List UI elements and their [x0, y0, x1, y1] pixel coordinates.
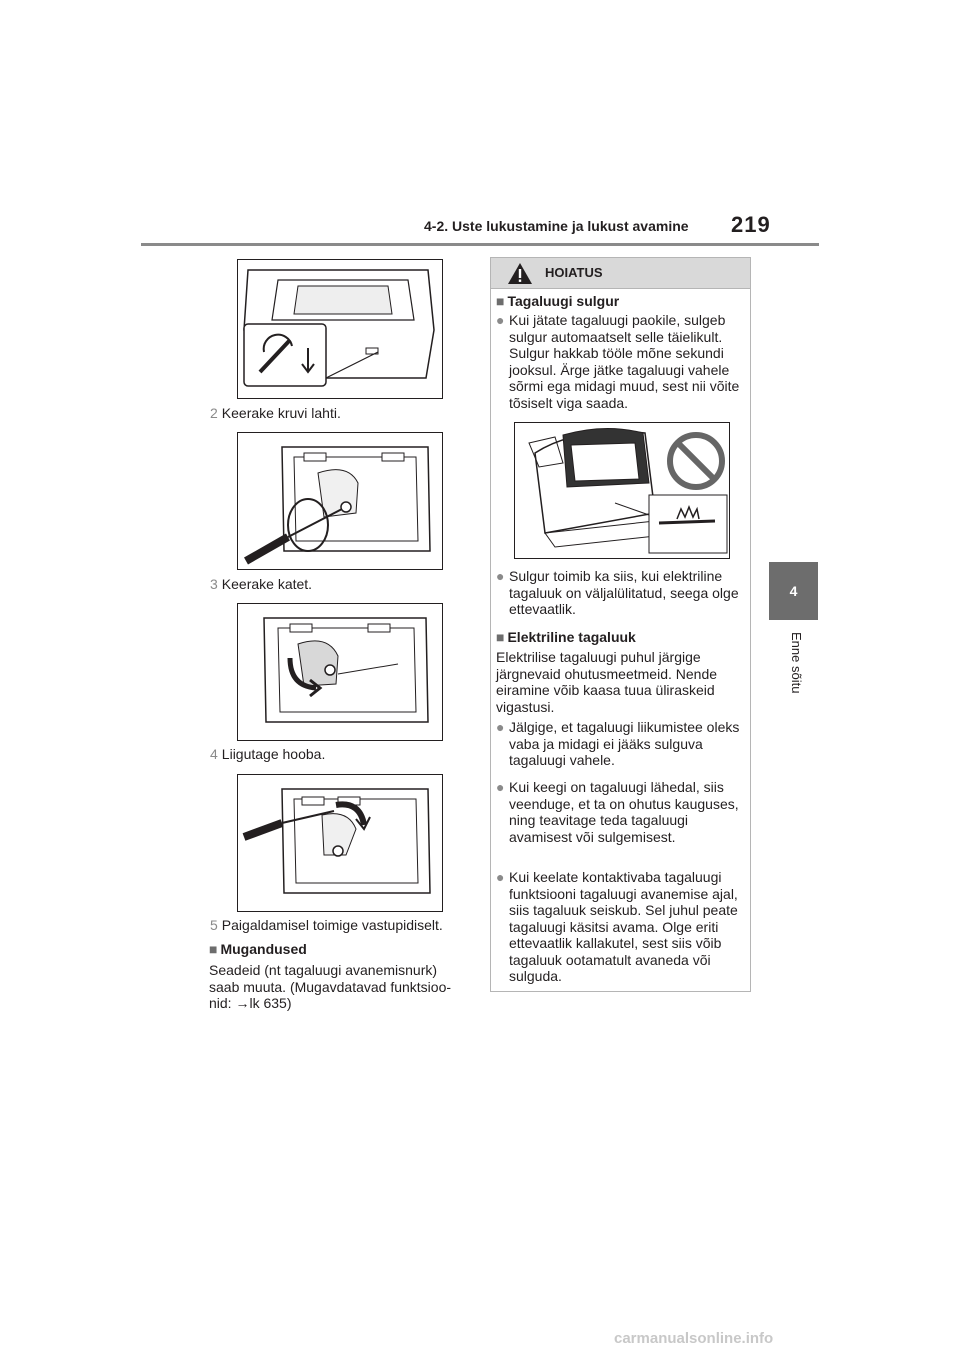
warning-item: ● Kui keegi on tagaluugi lähedal, siis veenduge, et ta on ohutus kauguses, ning teavitage teda tagaluugi avamisest või sulgemisest.	[496, 779, 739, 845]
section-title: 4-2. Uste lukustamine ja lukust avamine	[424, 218, 689, 234]
step-3: 3 Keerake katet.	[210, 576, 313, 592]
bullet-icon: ●	[496, 719, 505, 735]
warning-box	[490, 257, 751, 992]
power-tailgate-heading: ■ Elektriline tagaluuk	[496, 629, 636, 645]
watermark: carmanualsonline.info	[614, 1330, 774, 1347]
chapter-label: Enne sõitu	[789, 632, 804, 694]
bullet-icon: ●	[496, 869, 505, 885]
warning-header	[491, 258, 750, 289]
warning-item: ● Kui keelate kontaktivaba tagaluugi funktsiooni tagaluugi avanemise ajal, siis tagaluuk seiskub. Sel juhul peate tagaluugi käsitsi avama. Olge eriti ettevaatlik kallakutel, sest siis võib tagaluuk ootamatult avaneda või sulguda.	[496, 869, 738, 984]
lever-figure	[237, 774, 443, 912]
warning-item: ● Kui jätate tagaluugi paokile, sulgeb sulgur automaatselt selle täielikult. Sulgur hakkab tööle mõne sekundi jooksul. Ärge jätke tagaluugi vahele sõrmi ega midagi muud, sest nii võite tõsiselt viga saada.	[496, 312, 740, 411]
warning-triangle-icon	[507, 262, 533, 285]
warning-item: ● Jälgige, et tagaluugi liikumistee oleks vaba ja midagi ei jääks sulguva tagaluugi vahele.	[496, 719, 740, 768]
rotate-cover-figure	[237, 603, 443, 741]
step-4: 4 Liigutage hooba.	[210, 746, 326, 762]
unscrew-figure	[237, 432, 443, 570]
customization-body: Seadeid (nt tagaluugi avanemisnurk) saab muuta. (Mugavdatavad funktsioo-nid: →lk 635)	[209, 962, 452, 1011]
chapter-tab: 4	[769, 562, 818, 620]
step-2: 2 Keerake kruvi lahti.	[210, 405, 341, 421]
closer-warning-figure	[514, 422, 730, 559]
bullet-icon: ●	[496, 779, 505, 795]
customization-heading: ■ Mugandused	[209, 941, 307, 957]
header-divider	[141, 243, 819, 246]
bullet-icon: ●	[496, 568, 505, 584]
tailgate-overview-figure	[237, 259, 443, 399]
bullet-icon: ●	[496, 312, 505, 328]
warning-title: HOIATUS	[545, 265, 603, 280]
power-tailgate-intro: Elektrilise tagaluugi puhul järgige järgnevaid ohutusmeetmeid. Nende eiramine võib kaasa tuua üliraskeid vigastusi.	[496, 649, 718, 715]
page-number: 219	[731, 212, 771, 237]
tailgate-closer-heading: ■ Tagaluugi sulgur	[496, 293, 620, 309]
warning-item: ● Sulgur toimib ka siis, kui elektriline tagaluuk on väljalülitatud, seega olge ettevaatlik.	[496, 568, 739, 617]
step-5: 5 Paigaldamisel toimige vastupidiselt.	[210, 917, 443, 933]
